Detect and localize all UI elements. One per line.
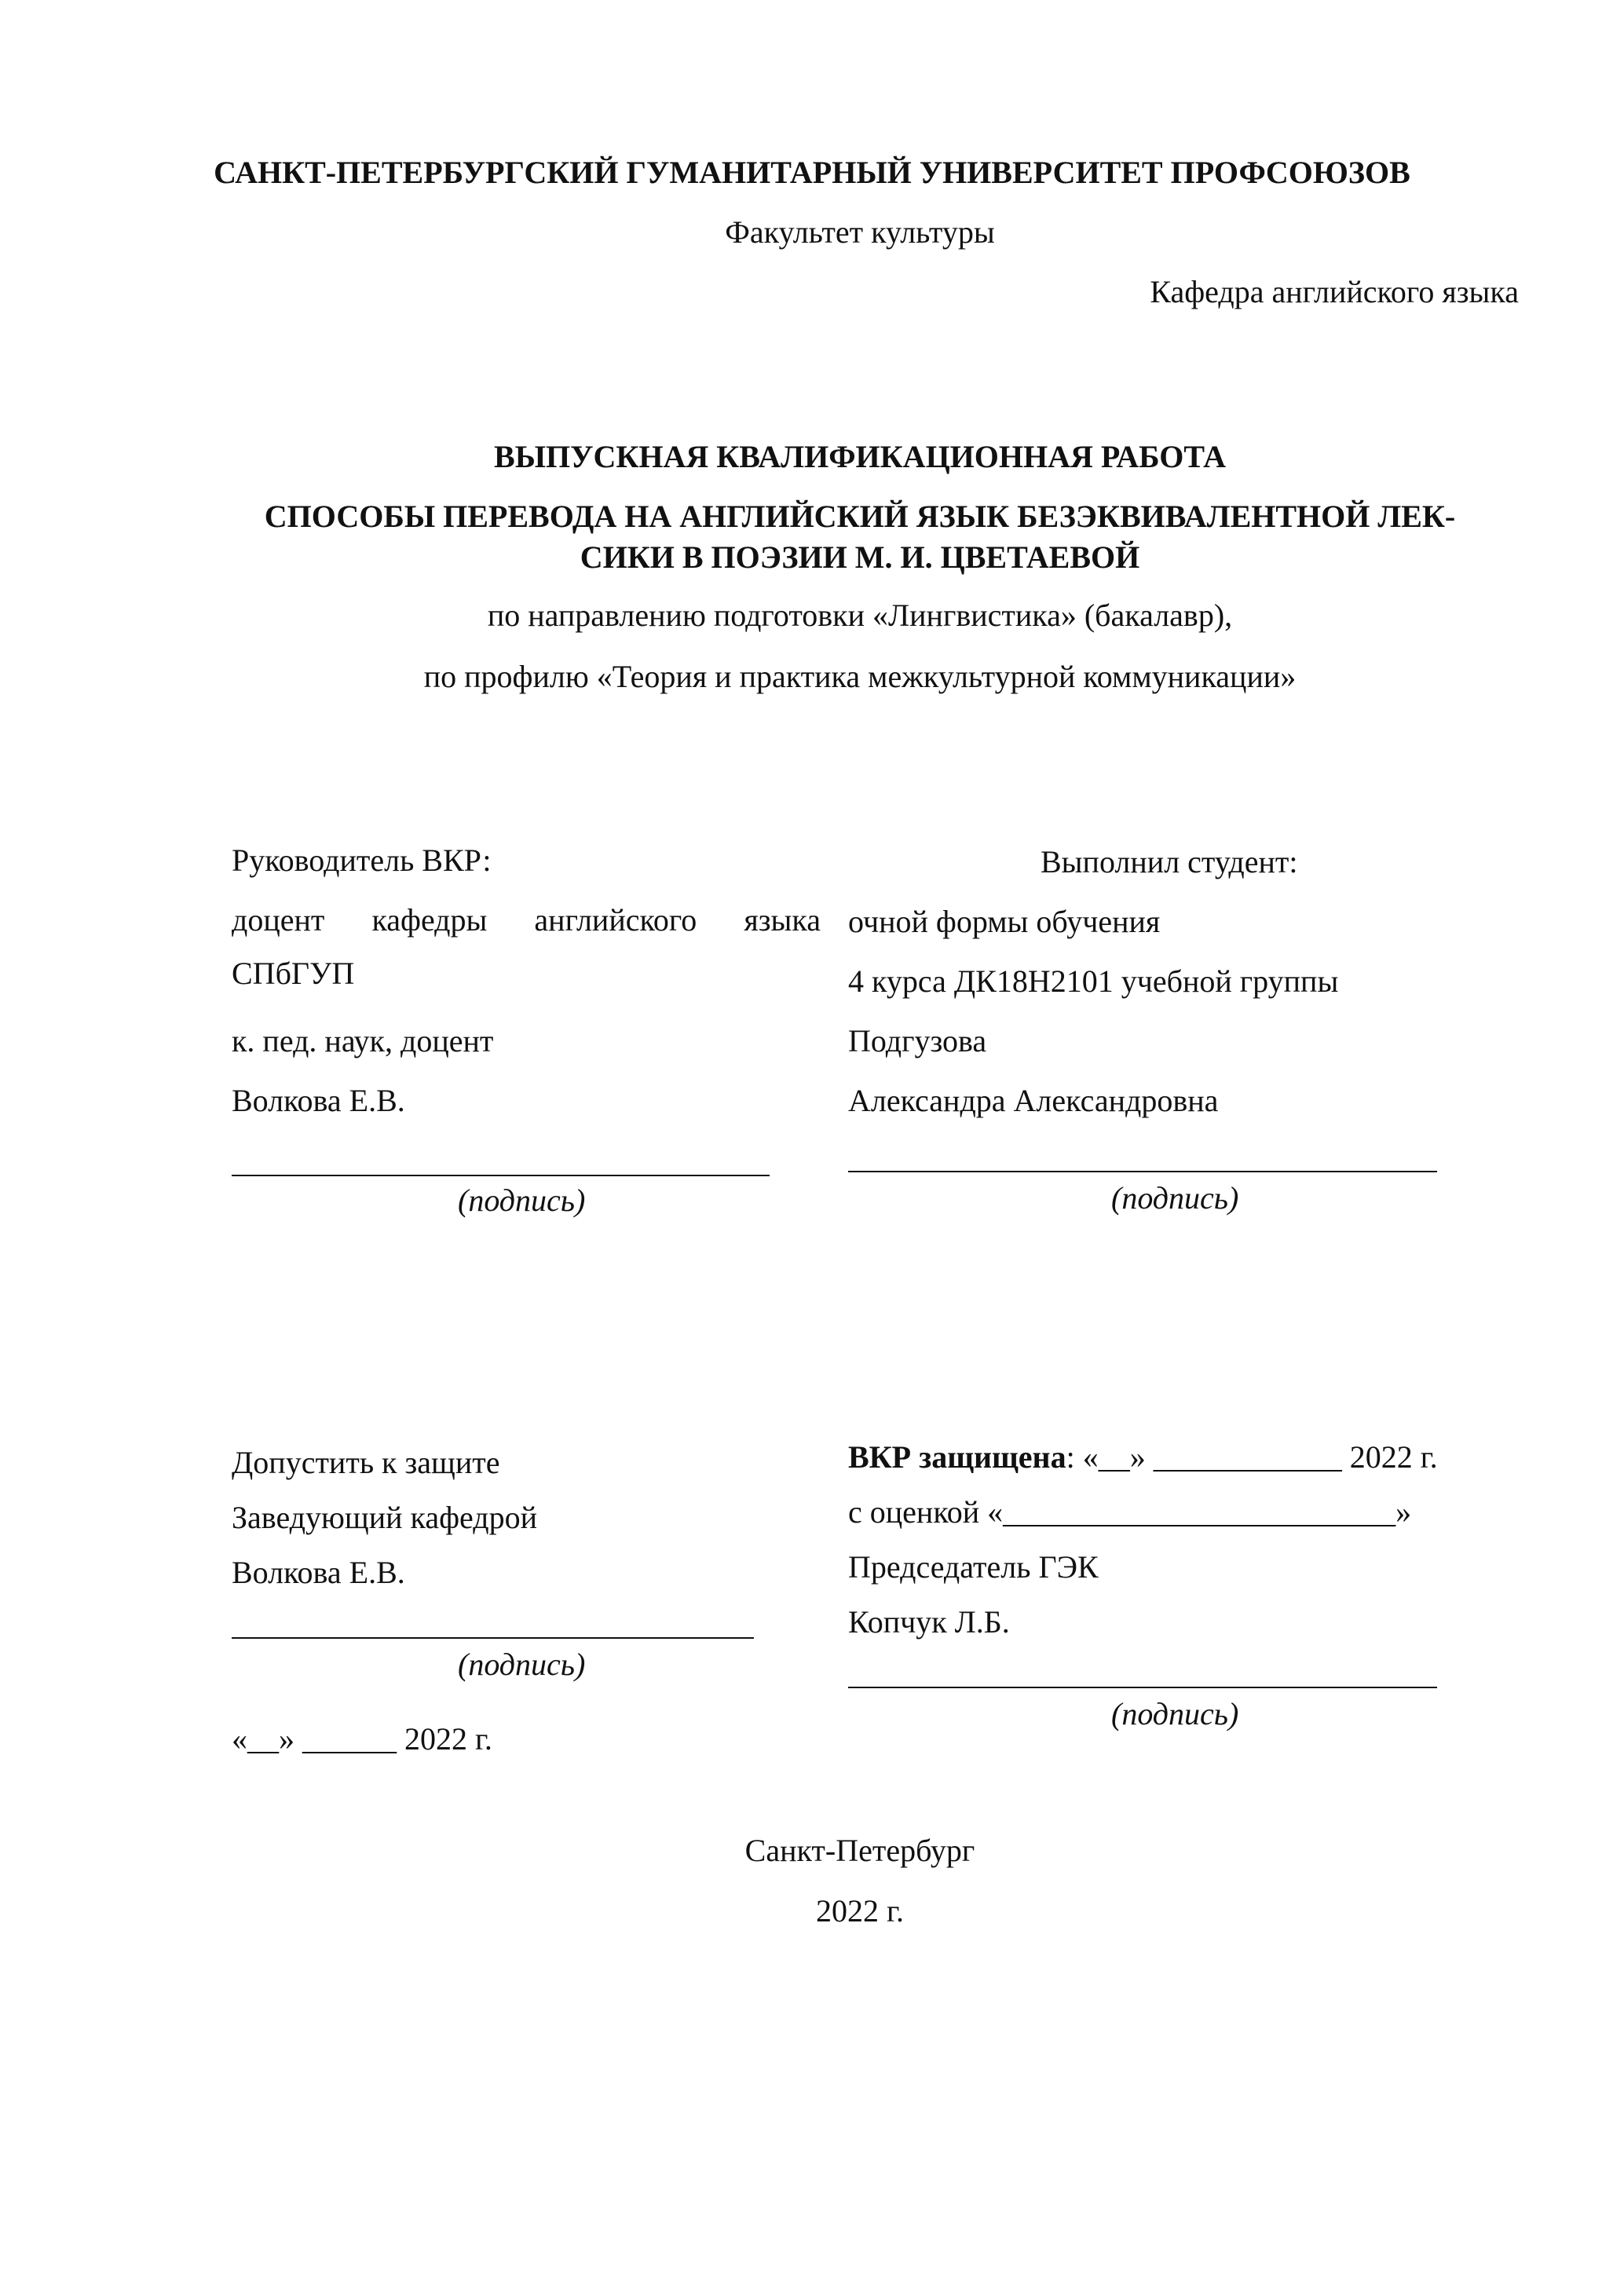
chair-signature-label: (подпись) xyxy=(1111,1696,1239,1731)
department-name: Кафедра английского языка xyxy=(1150,274,1519,309)
supervisor-heading: Руководитель ВКР: xyxy=(232,843,492,878)
commission-chair-title: Председатель ГЭК xyxy=(848,1549,1099,1585)
supervisor-signature-line xyxy=(232,1175,770,1176)
defense-date: : «__» ____________ 2022 г. xyxy=(1066,1439,1438,1475)
admission-decision: Допустить к защите xyxy=(232,1445,500,1480)
student-heading: Выполнил студент: xyxy=(1041,844,1298,879)
student-signature-label: (подпись) xyxy=(1111,1180,1239,1216)
defense-grade: с оценкой «_________________________» xyxy=(848,1494,1412,1530)
student-surname: Подгузова xyxy=(848,1023,987,1058)
head-signature-label: (подпись) xyxy=(458,1647,586,1682)
student-signature-line xyxy=(848,1171,1437,1172)
student-study-form: очной формы обучения xyxy=(848,904,1161,939)
student-given-names: Александра Александровна xyxy=(848,1083,1219,1118)
training-direction: по направлению подготовки «Лингвистика» (бакалавр), xyxy=(487,598,1233,633)
defense-status-label: ВКР защищена xyxy=(848,1439,1066,1475)
supervisor-degree: к. пед. наук, доцент xyxy=(232,1023,494,1058)
student-group: 4 курса ДК18Н2101 учебной группы xyxy=(848,963,1339,999)
city: Санкт-Петербург xyxy=(744,1833,975,1868)
admission-date: «__» ______ 2022 г. xyxy=(232,1721,492,1757)
head-signature-line xyxy=(232,1637,754,1639)
commission-chair-name: Копчук Л.Б. xyxy=(848,1604,1010,1640)
supervisor-position-word: английского xyxy=(534,902,697,938)
university-name: САНКТ-ПЕТЕРБУРГСКИЙ ГУМАНИТАРНЫЙ УНИВЕРСИТЕТ ПРОФСОЮЗОВ xyxy=(214,155,1410,190)
supervisor-signature-label: (подпись) xyxy=(458,1183,586,1218)
supervisor-position-line1 xyxy=(232,902,821,938)
supervisor-position-word: языка xyxy=(744,902,821,938)
head-of-department-name: Волкова Е.В. xyxy=(232,1555,405,1590)
supervisor-university: СПбГУП xyxy=(232,956,355,991)
training-profile: по профилю «Теория и практика межкультурной коммуникации» xyxy=(423,659,1297,694)
defense-status xyxy=(848,1439,1438,1475)
work-type-title: ВЫПУСКНАЯ КВАЛИФИКАЦИОННАЯ РАБОТА xyxy=(494,439,1226,474)
topic-title-line2: СИКИ В ПОЭЗИИ М. И. ЦВЕТАЕВОЙ xyxy=(580,539,1140,575)
supervisor-name: Волкова Е.В. xyxy=(232,1083,405,1118)
chair-signature-line xyxy=(848,1687,1437,1688)
topic-title-line1: СПОСОБЫ ПЕРЕВОДА НА АНГЛИЙСКИЙ ЯЗЫК БЕЗЭКВИВАЛЕНТНОЙ ЛЕК- xyxy=(264,499,1456,534)
head-of-department-title: Заведующий кафедрой xyxy=(232,1500,538,1535)
supervisor-position-word: доцент xyxy=(232,902,325,938)
faculty-name: Факультет культуры xyxy=(725,214,995,250)
year: 2022 г. xyxy=(816,1893,904,1929)
supervisor-position-word: кафедры xyxy=(371,902,488,938)
